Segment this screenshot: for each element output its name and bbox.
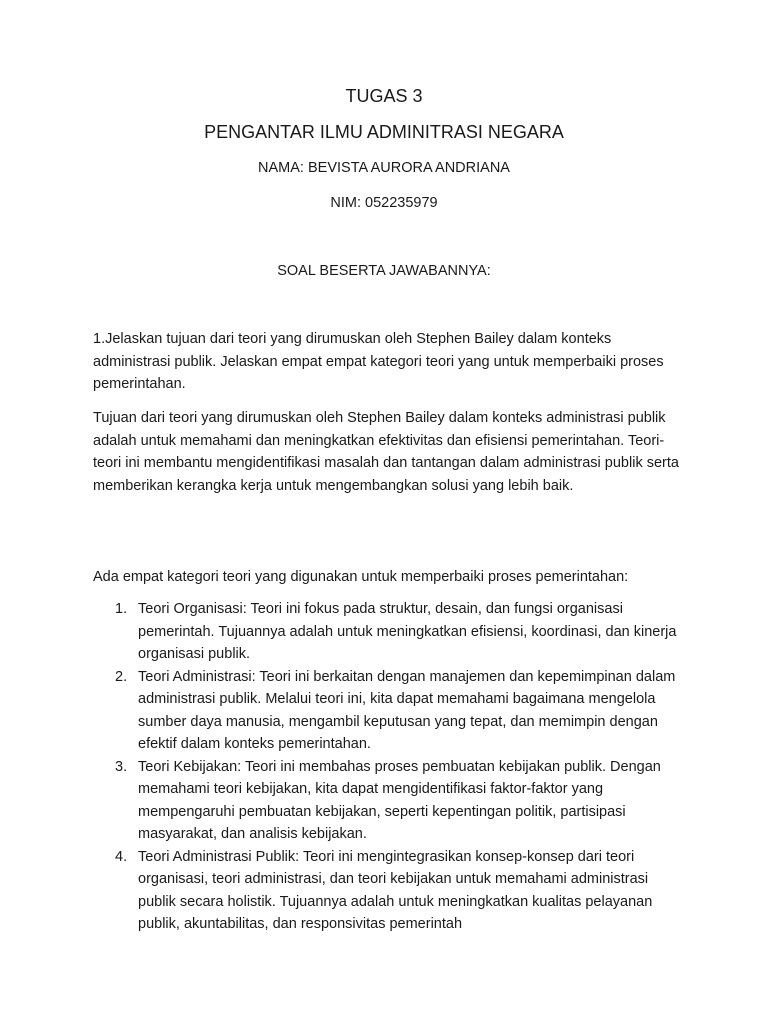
document-subtitle: PENGANTAR ILMU ADMINITRASI NEGARA [204, 122, 564, 142]
list-item [93, 846, 683, 936]
list-intro: Ada empat kategori teori yang digunakan untuk memperbaiki proses pemerintahan: [93, 569, 629, 585]
list-item [93, 598, 683, 666]
list-item-text: Teori Administrasi: Teori ini berkaitan dengan manajemen dan kepemimpinan dalam administrasi publik. Melalui teori ini, kita dapat memahami bagaimana mengelola sumber daya manusia, mengambil keputusan yang tepat, dan memimpin dengan efektif dalam konteks pemerintahan. [138, 668, 676, 752]
question-1: 1.Jelaskan tujuan dari teori yang dirumuskan oleh Stephen Bailey dalam konteks administrasi publik. Jelaskan empat empat kategori teori yang untuk memperbaiki proses pemerintahan. [93, 331, 664, 392]
list-item-number: 4. [115, 848, 128, 865]
student-name: NAMA: BEVISTA AURORA ANDRIANA [258, 160, 510, 176]
theory-list [93, 598, 683, 936]
section-heading: SOAL BESERTA JAWABANNYA: [277, 263, 491, 279]
list-item-number: 3. [115, 758, 128, 775]
list-item-text: Teori Administrasi Publik: Teori ini mengintegrasikan konsep-konsep dari teori organisasi, teori administrasi, dan teori kebijakan untuk memahami administrasi publik secara holistik. Tujuannya adalah untuk meningkatkan kualitas pelayanan publik, akuntabilitas, dan responsivitas pemerintah [138, 848, 653, 932]
list-item [93, 756, 683, 846]
list-item [93, 666, 683, 756]
list-item-text: Teori Kebijakan: Teori ini membahas proses pembuatan kebijakan publik. Dengan memahami teori kebijakan, kita dapat mengidentifikasi faktor-faktor yang mempengaruhi pembuatan kebijakan, seperti kepentingan politik, partisipasi masyarakat, dan analisis kebijakan. [138, 758, 661, 842]
list-item-text: Teori Organisasi: Teori ini fokus pada struktur, desain, dan fungsi organisasi pemerintah. Tujuannya adalah untuk meningkatkan efisiensi, koordinasi, dan kinerja organisasi publik. [138, 601, 677, 662]
list-item-number: 2. [115, 668, 128, 685]
answer-1: Tujuan dari teori yang dirumuskan oleh Stephen Bailey dalam konteks administrasi publik adalah untuk memahami dan meningkatkan efektivitas dan efisiensi pemerintahan. Teori-teori ini membantu mengidentifikasi masalah dan tantangan dalam administrasi publik serta memberikan kerangka kerja untuk mengembangkan solusi yang lebih baik. [93, 410, 679, 494]
student-nim: NIM: 052235979 [330, 195, 438, 211]
list-item-number: 1. [115, 601, 128, 617]
document-title: TUGAS 3 [345, 86, 423, 106]
